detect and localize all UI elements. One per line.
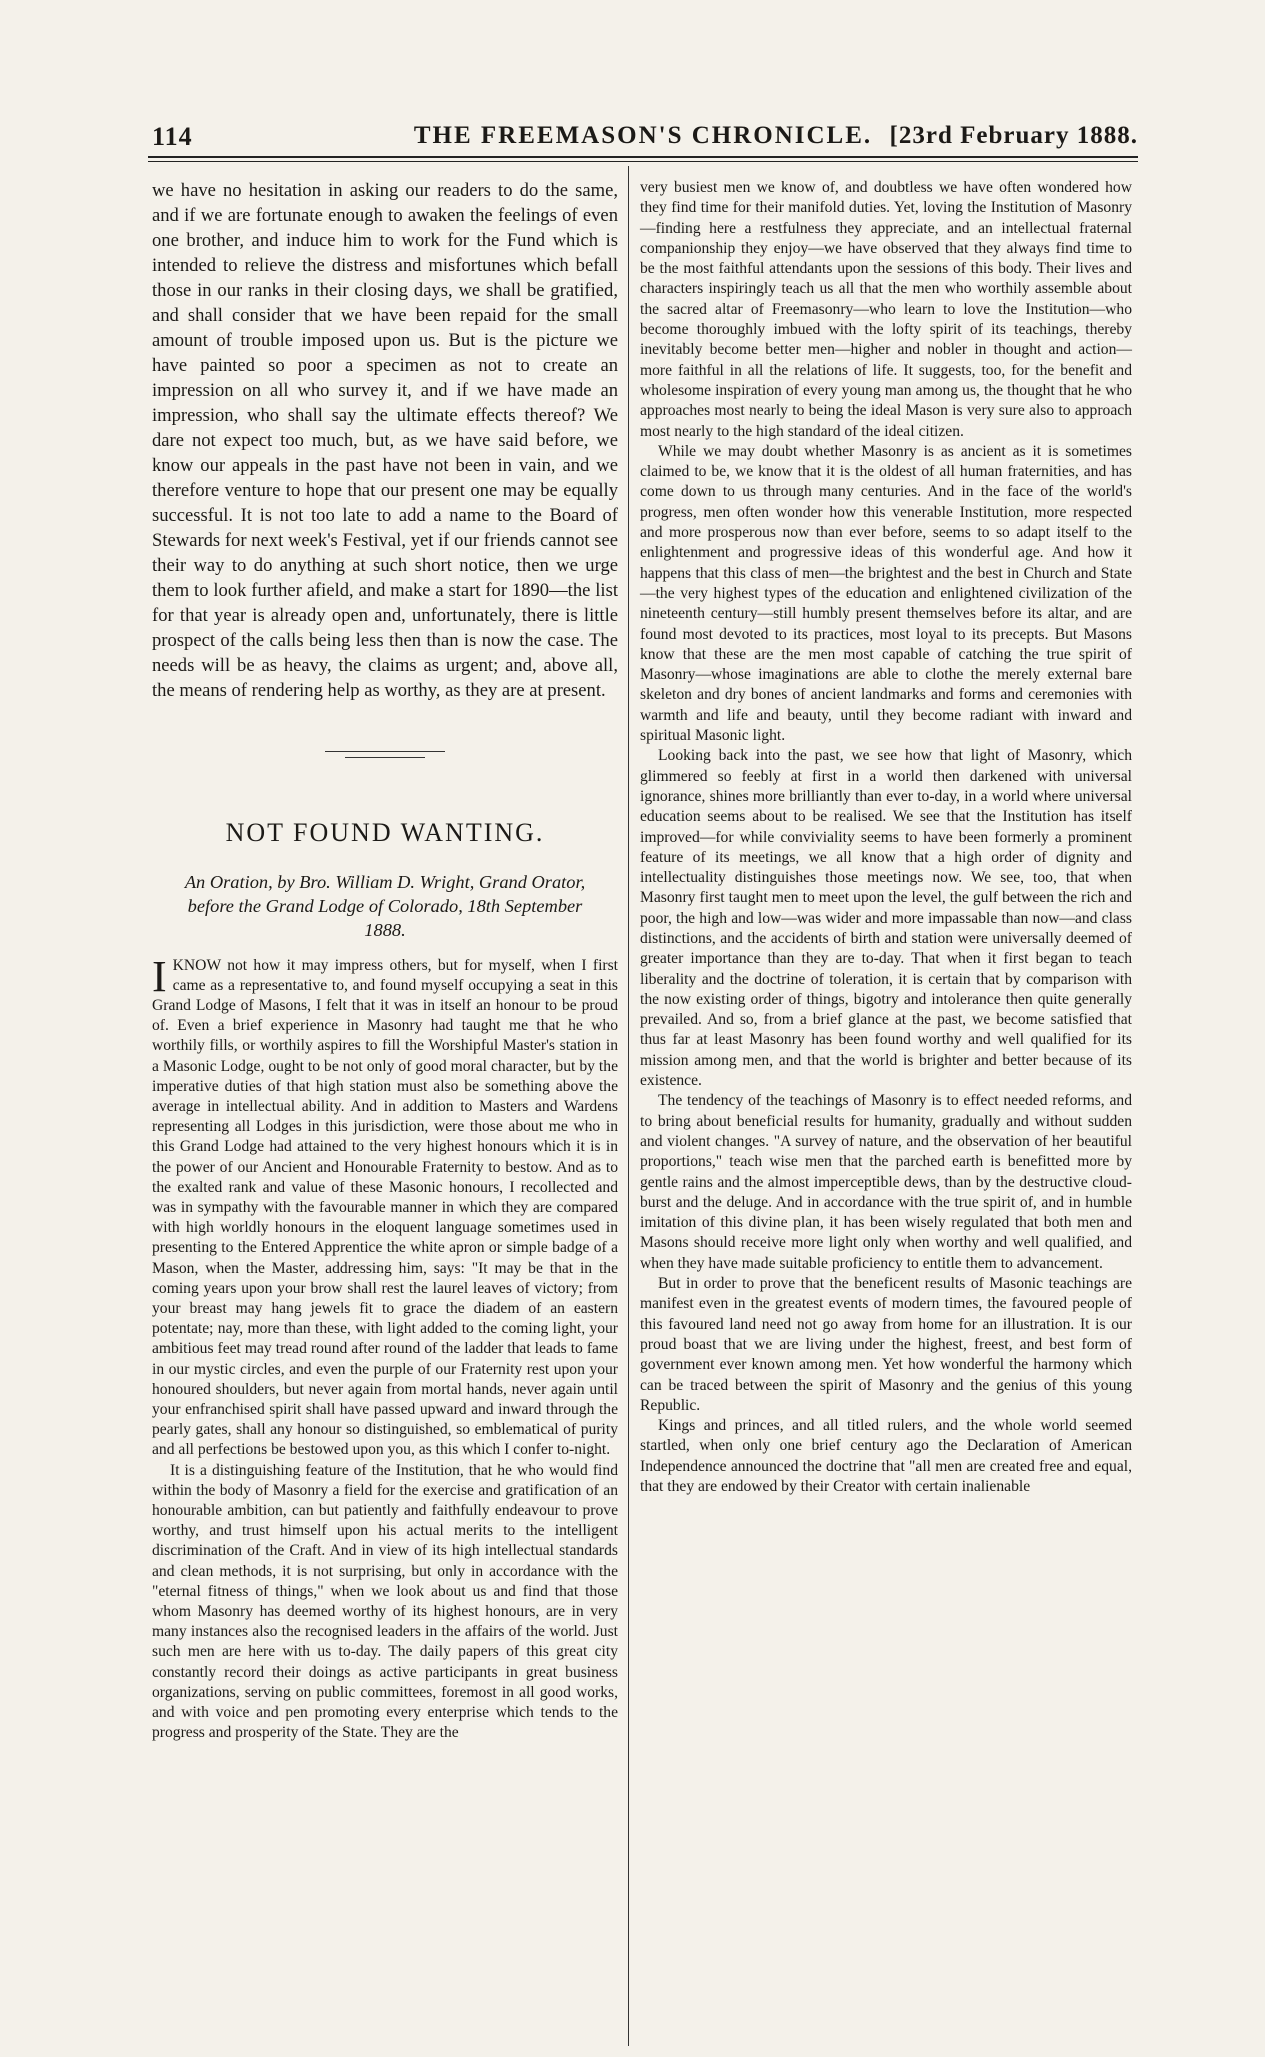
paragraph: Kings and princes, and all titled rulers, and the whole world seemed startled, when only one brief century ago the Declaration of American Independence announced the doctrine that "all men are created free and equal, that they are endowed by their Creator with certain inalienable <box>640 1417 1132 1495</box>
section-divider <box>325 751 445 752</box>
article-heading: NOT FOUND WANTING. <box>225 818 545 847</box>
section-divider-thin <box>345 757 425 758</box>
drop-cap: I <box>152 951 167 1001</box>
right-column <box>640 178 1132 1497</box>
paragraph: It is a distinguishing feature of the Institution, that he who would find within the body of Masonry a field for the exercise and gratification of an honourable ambition, can but patiently and faithfully endeavour to prove worthy, and trust himself upon his actual merits to the intelligent discrimination of the Craft. And in view of its high intellectual standards and clean methods, it is not surprising, but only in accordance with the "eternal fitness of things," when we look about us and find that those whom Masonry has deemed worthy of its highest honours, are in very many instances also the recognised leaders in the affairs of the world. Just such men are here with us to-day. The daily papers of this great city constantly record their doings as active participants in great business organizations, serving on public committees, foremost in all good works, and with voice and pen promoting every enterprise which tends to the progress and prosperity of the State. They are the <box>152 1461 618 1742</box>
page-number: 114 <box>152 122 193 151</box>
paragraph: Looking back into the past, we see how that light of Masonry, which glimmered so feebly at first in a world then darkened with universal ignorance, shines more brilliantly than ever to-day, in a world where universal education seems about to be realised. We see that the Institution has itself improved—for while conviviality seems to have been formerly a prominent feature of its meetings, we all know that a high order of dignity and intellectuality distinguishes those meetings now. We see, too, that when Masonry first taught men to meet upon the level, the gulf between the rich and poor, the high and low—was wider and more impassable than now—and class distinctions, and the accidents of birth and station were universally deemed of greater importance than they are to-day. That when it first began to teach liberality and the doctrine of toleration, it is certain that by comparison with the now existing order of things, bigotry and intolerance then quite generally prevailed. And so, from a brief glance at the past, we become satisfied that thus far at least Masonry has been found worthy and well qualified for its mission among men, and that the world is brighter and better because of its existence. <box>640 747 1132 1090</box>
publication-title: THE FREEMASON'S CHRONICLE. <box>413 122 873 149</box>
paragraph <box>152 951 618 1461</box>
masthead-rule <box>148 156 1138 158</box>
masthead-rule-thin <box>148 161 1138 162</box>
paragraph-text: KNOW not how it may impress others, but for myself, when I first came as a representative to, and found myself occupying a seat in this Grand Lodge of Masons, I felt that it was in itself an honour to be proud of. Even a brief experience in Masonry had taught me that he who worthily fills, or worthily aspires to fill the Worshipful Master's station in a Masonic Lodge, ought to be not only of good moral character, but by the imperative duties of that high station must also be something above the average in intellectual ability. And in addition to Masters and Wardens representing all Lodges in this jurisdiction, were those about me who in this Grand Lodge had attained to the very highest honours which it is in the power of our Ancient and Honourable Fraternity to bestow. And as to the exalted rank and value of these Masonic honours, I recollected and was in sympathy with the favourable manner in which they are compared with high worldly honours in the eloquent language sometimes used in presenting to the Entered Apprentice the white apron or simple badge of a Mason, when the Master, addressing him, says: "It may be that in the coming years upon your brow shall rest the laurel leaves of victory; from your breast may hang jewels fit to grace the diadem of an eastern potentate; nay, more than these, with light added to the coming light, your ambitious feet may tread round after round of the ladder that leads to fame in our mystic circles, and even the purple of our Fraternity rest upon your honoured shoulders, but never again from mortal hands, never again until your enfranchised spirit shall have passed upward and inward through the pearly gates, shall any honour so distinguished, so emblematical of purity and all perfections be bestowed upon you, as this which I confer to-night. <box>152 956 618 1459</box>
column-divider <box>628 166 629 2046</box>
left-column <box>152 178 618 1744</box>
paragraph: But in order to prove that the beneficent results of Masonic teachings are manifest even in the greatest events of modern times, the favoured people of this favoured land need not go away from home for an illustration. It is our proud boast that we are living under the highest, freest, and best form of government ever known among men. Yet how wonderful the harmony which can be traced between the spirit of Masonry and the genius of this young Republic. <box>640 1275 1132 1414</box>
article-byline: An Oration, by Bro. William D. Wright, Grand Orator, before the Grand Lodge of Colorado, 18th September 1888. <box>184 871 586 940</box>
issue-date: [23rd February 1888. <box>889 122 1138 149</box>
paragraph: While we may doubt whether Masonry is as ancient as it is sometimes claimed to be, we know that it is the oldest of all human fraternities, and has come down to us through many centuries. And in the face of the world's progress, men often wonder how this venerable Institution, more respected and more prosperous now than ever before, seems to so adapt itself to the enlightenment and progressive ideas of this wonderful age. And how it happens that this class of men—the brightest and the best in Church and State—the very highest types of the education and enlightened civilization of the nineteenth century—still humbly present themselves before its altar, and are found most devoted to its practices, most loyal to its precepts. But Masons know that these are the men most capable of catching the true spirit of Masonry—whose imaginations are able to clothe the merely external bare skeleton and dry bones of ancient landmarks and forms and ceremonies with warmth and life and beauty, until they become radiant with inward and spiritual Masonic light. <box>640 442 1132 745</box>
paragraph: The tendency of the teachings of Masonry is to effect needed reforms, and to bring about beneficial results for humanity, gradually and without sudden and violent changes. "A survey of nature, and the observation of her beautiful proportions," teach wise men that the parched earth is benefitted more by gentle rains and the almost imperceptible dews, than by the destructive cloud-burst and the deluge. And in accordance with the true spirit of, and in humble imitation of this divine plan, it has been wisely regulated that both men and Masons should receive more light only when worthy and well qualified, and when they have made suitable proficiency to entitle them to advancement. <box>640 1092 1132 1272</box>
masthead <box>148 118 1138 158</box>
paragraph: we have no hesitation in asking our readers to do the same, and if we are fortunate enough to awaken the feelings of even one brother, and induce him to work for the Fund which is intended to relieve the distress and misfortunes which befall those in our ranks in their closing days, we shall be gratified, and shall consider that we have been repaid for the small amount of trouble imposed upon us. But is the picture we have painted so poor a specimen as not to create an impression on all who survey it, and if we have made an impression, who shall say the ultimate effects thereof? We dare not expect too much, but, as we have said before, we know our appeals in the past have not been in vain, and we therefore venture to hope that our present one may be equally successful. It is not too late to add a name to the Board of Stewards for next week's Festival, yet if our friends cannot see their way to do anything at such short notice, then we urge them to look further afield, and make a start for 1890—the list for that year is already open and, unfortunately, there is little prospect of the calls being less then than is now the case. The needs will be as heavy, the claims as urgent; and, above all, the means of rendering help as worthy, as they are at present. <box>152 180 618 701</box>
paragraph: very busiest men we know of, and doubtless we have often wondered how they find time for their manifold duties. Yet, loving the Institution of Masonry—finding here a restfulness they appreciate, and an intellectual fraternal companionship they enjoy—we have observed that they always find time to be the most faithful attendants upon the sessions of this body. Their lives and characters inspiringly teach us all that the men who worthily assemble about the sacred altar of Freemasonry—who learn to love the Institution—who become thoroughly imbued with the lofty spirit of its teachings, thereby inevitably become better men—higher and nobler in thought and action—more faithful in all the relations of life. It suggests, too, for the benefit and wholesome inspiration of every young man among us, the thought that he who approaches most nearly to being the ideal Mason is very sure also to approach most nearly to the high standard of the ideal citizen. <box>640 179 1132 440</box>
